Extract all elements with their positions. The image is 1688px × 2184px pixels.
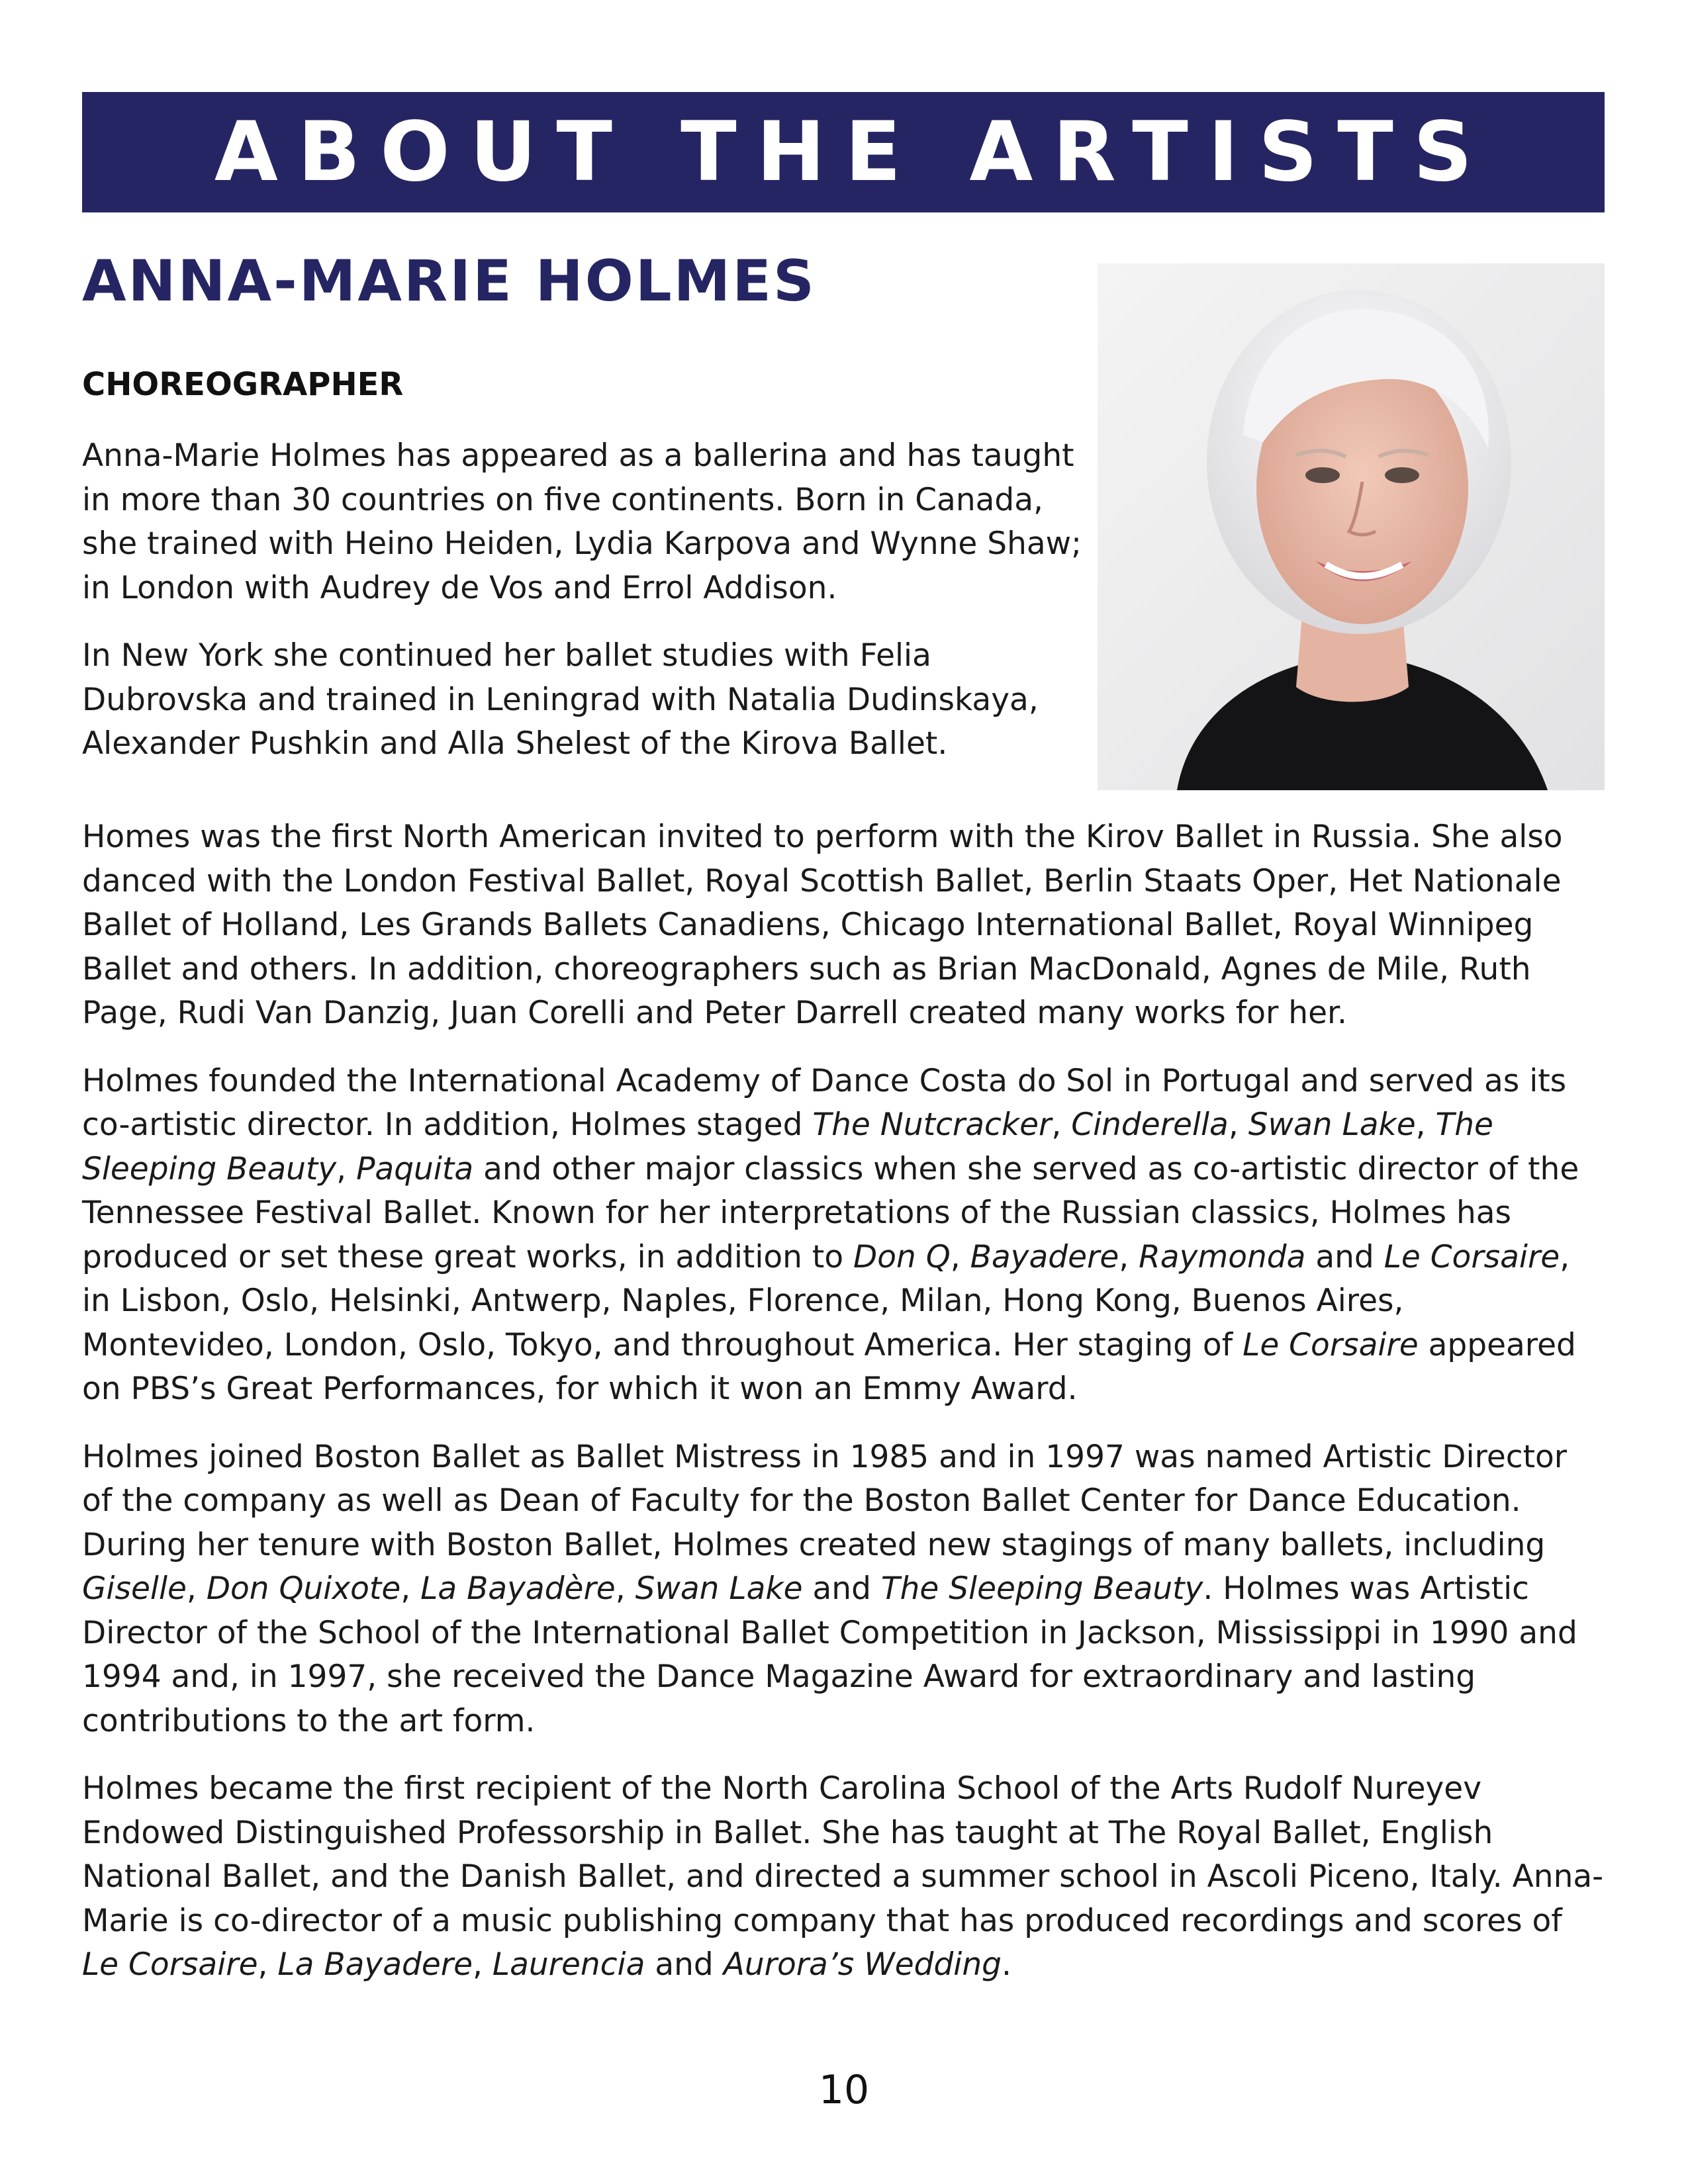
artist-portrait-photo xyxy=(1098,263,1605,790)
artist-role: CHOREOGRAPHER xyxy=(82,366,404,403)
artist-name: ANNA-MARIE HOLMES xyxy=(82,248,816,314)
bio-paragraph-2-continued: Homes was the first North American invited to perform with the Kirov Ballet in Russia. She also danced with the London Festival Ballet, Royal Scottish Ballet, Berlin Staats Oper, Het Nationale Ballet of Holland, Les Grands Ballets Canadiens, Chicago International Ballet, Royal Winnipeg Ballet and others. In addition, choreographers such as Brian MacDonald, Agnes de Mile, Ruth Page, Rudi Van Danzig, Juan Corelli and Peter Darrell created many works for her. xyxy=(82,819,1563,1031)
section-banner xyxy=(82,92,1605,212)
bio-paragraph-5: Holmes became the first recipient of the North Carolina School of the Arts Rudolf Nureyev Endowed Distinguished Professorship in Ballet. She has taught at The Royal Ballet, English National Ballet, and the Danish Ballet, and directed a summer school in Ascoli Piceno, Italy. Anna-Marie is co-director of a music publishing company that has produced recordings and scores of Le Corsaire, La Bayadere, Laurencia and Aurora’s Wedding. xyxy=(82,1770,1604,1983)
section-title: ABOUT THE ARTISTS xyxy=(214,105,1493,200)
bio-paragraph-3: Holmes founded the International Academy of Dance Costa do Sol in Portugal and served as its co-artistic director. In addition, Holmes staged The Nutcracker, Cinderella, Swan Lake, The Sleeping Beauty, Paquita and other major classics when she served as co-artistic director of the Tennessee Festival Ballet. Known for her interpretations of the Russian classics, Holmes has produced or set these great works, in addition to Don Q, Bayadere, Raymonda and Le Corsaire, in Lisbon, Oslo, Helsinki, Antwerp, Naples, Florence, Milan, Hong Kong, Buenos Aires, Montevideo, London, Oslo, Tokyo, and throughout America. Her staging of Le Corsaire appeared on PBS’s Great Performances, for which it won an Emmy Award. xyxy=(82,1062,1579,1407)
bio-body xyxy=(82,815,1605,2011)
bio-intro xyxy=(82,434,1082,766)
bio-paragraph-1: Anna-Marie Holmes has appeared as a ballerina and has taught in more than 30 countries on five continents. Born in Canada, she trained with Heino Heiden, Lydia Karpova and Wynne Shaw; in London with Audrey de Vos and Errol Addison. xyxy=(82,437,1082,606)
portrait-illustration xyxy=(1098,263,1605,790)
bio-paragraph-2-start: In New York she continued her ballet studies with Felia Dubrovska and trained in Leningrad with Natalia Dudinskaya, Alexander Pushkin and Alla Shelest of the Kirova Ballet. xyxy=(82,637,1039,762)
bio-paragraph-4: Holmes joined Boston Ballet as Ballet Mistress in 1985 and in 1997 was named Artistic Director of the company as well as Dean of Faculty for the Boston Ballet Center for Dance Education. During her tenure with Boston Ballet, Holmes created new stagings of many ballets, including Giselle, Don Quixote, La Bayadère, Swan Lake and The Sleeping Beauty. Holmes was Artistic Director of the School of the International Ballet Competition in Jackson, Mississippi in 1990 and 1994 and, in 1997, she received the Dance Magazine Award for extraordinary and lasting contributions to the art form. xyxy=(82,1438,1577,1739)
page-number: 10 xyxy=(818,2067,870,2113)
